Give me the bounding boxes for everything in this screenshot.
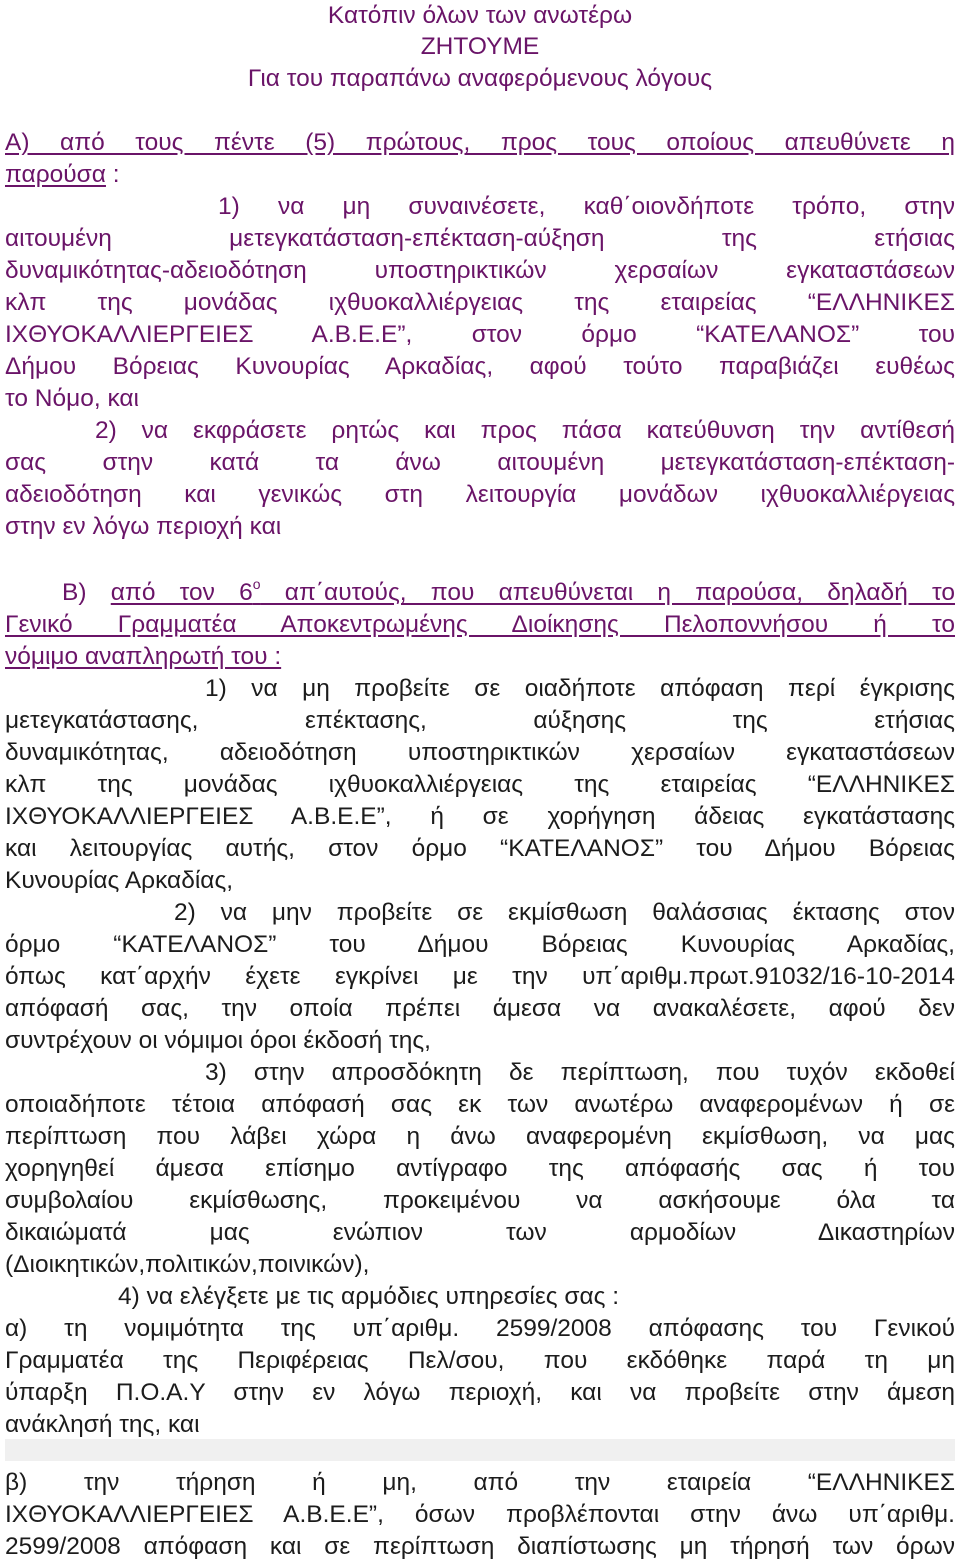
section-a-line-1: Α) από τους πέντε (5) πρώτους, προς τους οποίους απευθύνετε η [5, 129, 955, 156]
section-b-item-1: 1) να μη προβείτε σε οιαδήποτε απόφαση περί έγκρισης [205, 675, 955, 702]
section-a-line-6: κλπ της μονάδας ιχθυοκαλλιέργειας της εταιρείας “ΕΛΛΗΝΙΚΕΣ [5, 289, 955, 316]
section-b-line-29: ΙΧΘΥΟΚΑΛΛΙΕΡΓΕΙΕΣ Α.Β.Ε.Ε”, όσων προβλέπονται στην άνω υπ΄αριθμ. [5, 1501, 955, 1528]
section-b-line-18: περίπτωση που λάβει χώρα η άνω αναφερομένη εκμίσθωση, να μας [5, 1123, 955, 1150]
section-b-line-14: απόφασή σας, την οποία πρέπει άμεσα να ανακαλέσετε, αφού δεν [5, 995, 955, 1022]
section-b-line-19: χορηγηθεί άμεσα επίσημο αντίγραφο της απόφασής σας ή του [5, 1155, 955, 1182]
section-b-item-2: 2) να μην προβείτε σε εκμίσθωση θαλάσσιας έκτασης στον [174, 899, 955, 926]
section-a-line-5: δυναμικότητας-αδειοδότηση υποστηρικτικών χερσαίων εγκαταστάσεων [5, 257, 955, 284]
section-a-line-13: στην εν λόγω περιοχή και [5, 513, 282, 540]
page-break-band [5, 1439, 955, 1461]
section-b-line-1: Β) από τον $6^o$ απ΄αυτούς, που απευθύνεται η παρούσα, δηλαδή το [62, 577, 955, 606]
section-a-line-9: το Νόμο, και [5, 385, 139, 412]
section-a-line-8: Δήμου Βόρειας Κυνουρίας Αρκαδίας, αφού τούτο παραβιάζει ευθέως [5, 353, 955, 380]
section-b-line-26: ύπαρξη Π.Ο.Α.Υ στην εν λόγω περιοχή, και να προβείτε στην άμεση [5, 1379, 955, 1406]
section-b-line-20: συμβολαίου εκμίσθωσης, προκειμένου να ασκήσουμε όλα τα [5, 1187, 955, 1214]
section-a-line-7: ΙΧΘΥΟΚΑΛΛΙΕΡΓΕΙΕΣ Α.Β.Ε.Ε”, στον όρμο “ΚΑΤΕΛΑΝΟΣ” του [5, 321, 955, 348]
section-a-line-11: σας στην κατά τα άνω αιτουμένη μετεγκατάσταση-επέκταση- [5, 449, 955, 476]
section-b-line-8: ΙΧΘΥΟΚΑΛΛΙΕΡΓΕΙΕΣ Α.Β.Ε.Ε”, ή σε χορήγηση άδειας εγκατάστασης [5, 803, 955, 830]
section-b-line-12: όρμο “ΚΑΤΕΛΑΝΟΣ” του Δήμου Βόρειας Κυνουρίας Αρκαδίας, [5, 931, 955, 958]
section-b-line-17: οποιαδήποτε τέτοια απόφασή σας εκ των ανωτέρω αναφερομένων ή σε [5, 1091, 955, 1118]
section-a-line-2: παρούσα : [5, 161, 120, 188]
section-b-line-10: Κυνουρίας Αρκαδίας, [5, 867, 234, 894]
section-b-line-25: Γραμματέα της Περιφέρειας Πελ/σου, που εκδόθηκε παρά τη μη [5, 1347, 955, 1374]
section-a-line-12: αδειοδότηση και γενικώς στη λειτουργία μονάδων ιχθυοκαλλιέργειας [5, 481, 955, 508]
section-a-line-4: αιτουμένη μετεγκατάσταση-επέκταση-αύξηση της ετήσιας [5, 225, 955, 252]
section-b-line-3: νόμιμο αναπληρωτή του : [5, 643, 282, 670]
section-b-line-21: δικαιώματά μας ενώπιον των αρμοδίων Δικαστηρίων [5, 1219, 955, 1246]
reasons-line: Για του παραπάνω αναφερόμενους λόγους [247, 65, 713, 92]
section-b-line-22: (Διοικητικών,πολιτικών,ποινικών), [5, 1251, 370, 1278]
section-b-line-7: κλπ της μονάδας ιχθυοκαλλιέργειας της εταιρείας “ΕΛΛΗΝΙΚΕΣ [5, 771, 955, 798]
section-a-item-1: 1) να μη συναινέσετε, καθ΄οιονδήποτε τρόπο, στην [218, 193, 955, 220]
section-b-line-24: α) τη νομιμότητα της υπ΄αριθμ. 2599/2008 απόφασης του Γενικού [5, 1315, 955, 1342]
request-heading: ΖΗΤΟΥΜΕ [420, 33, 540, 60]
section-b-line-5: μετεγκατάστασης, επέκτασης, αύξησης της ετήσιας [5, 707, 955, 734]
section-b-line-2: Γενικό Γραμματέα Αποκεντρωμένης Διοίκησης Πελοποννήσου ή το [5, 611, 955, 638]
section-b-line-13: όπως κατ΄αρχήν έχετε εγκρίνει με την υπ΄αριθμ.πρωτ.91032/16-10-2014 [5, 963, 955, 990]
section-b-line-6: δυναμικότητας, αδειοδότηση υποστηρικτικών χερσαίων εγκαταστάσεων [5, 739, 955, 766]
section-b-item-3: 3) στην απροσδόκητη δε περίπτωση, που τυχόν εκδοθεί [205, 1059, 955, 1086]
section-b-line-28: β) την τήρηση ή μη, από την εταιρεία “ΕΛΛΗΝΙΚΕΣ [5, 1469, 955, 1496]
section-b-item-4: 4) να ελέγξετε με τις αρμόδιες υπηρεσίες σας : [118, 1283, 620, 1310]
section-b-line-15: συντρέχουν οι νόμιμοι όροι έκδοσή της, [5, 1027, 431, 1054]
closing-intro: Κατόπιν όλων των ανωτέρω [327, 2, 633, 29]
section-b-line-9: και λειτουργίας αυτής, στον όρμο “ΚΑΤΕΛΑΝΟΣ” του Δήμου Βόρειας [5, 835, 955, 862]
section-b-line-27: ανάκλησή της, και [5, 1411, 200, 1438]
section-a-item-2: 2) να εκφράσετε ρητώς και προς πάσα κατεύθυνση την αντίθεσή [95, 417, 955, 444]
section-b-line-30: 2599/2008 απόφαση και σε περίπτωση διαπίστωσης μη τήρησή των όρων [5, 1533, 955, 1560]
